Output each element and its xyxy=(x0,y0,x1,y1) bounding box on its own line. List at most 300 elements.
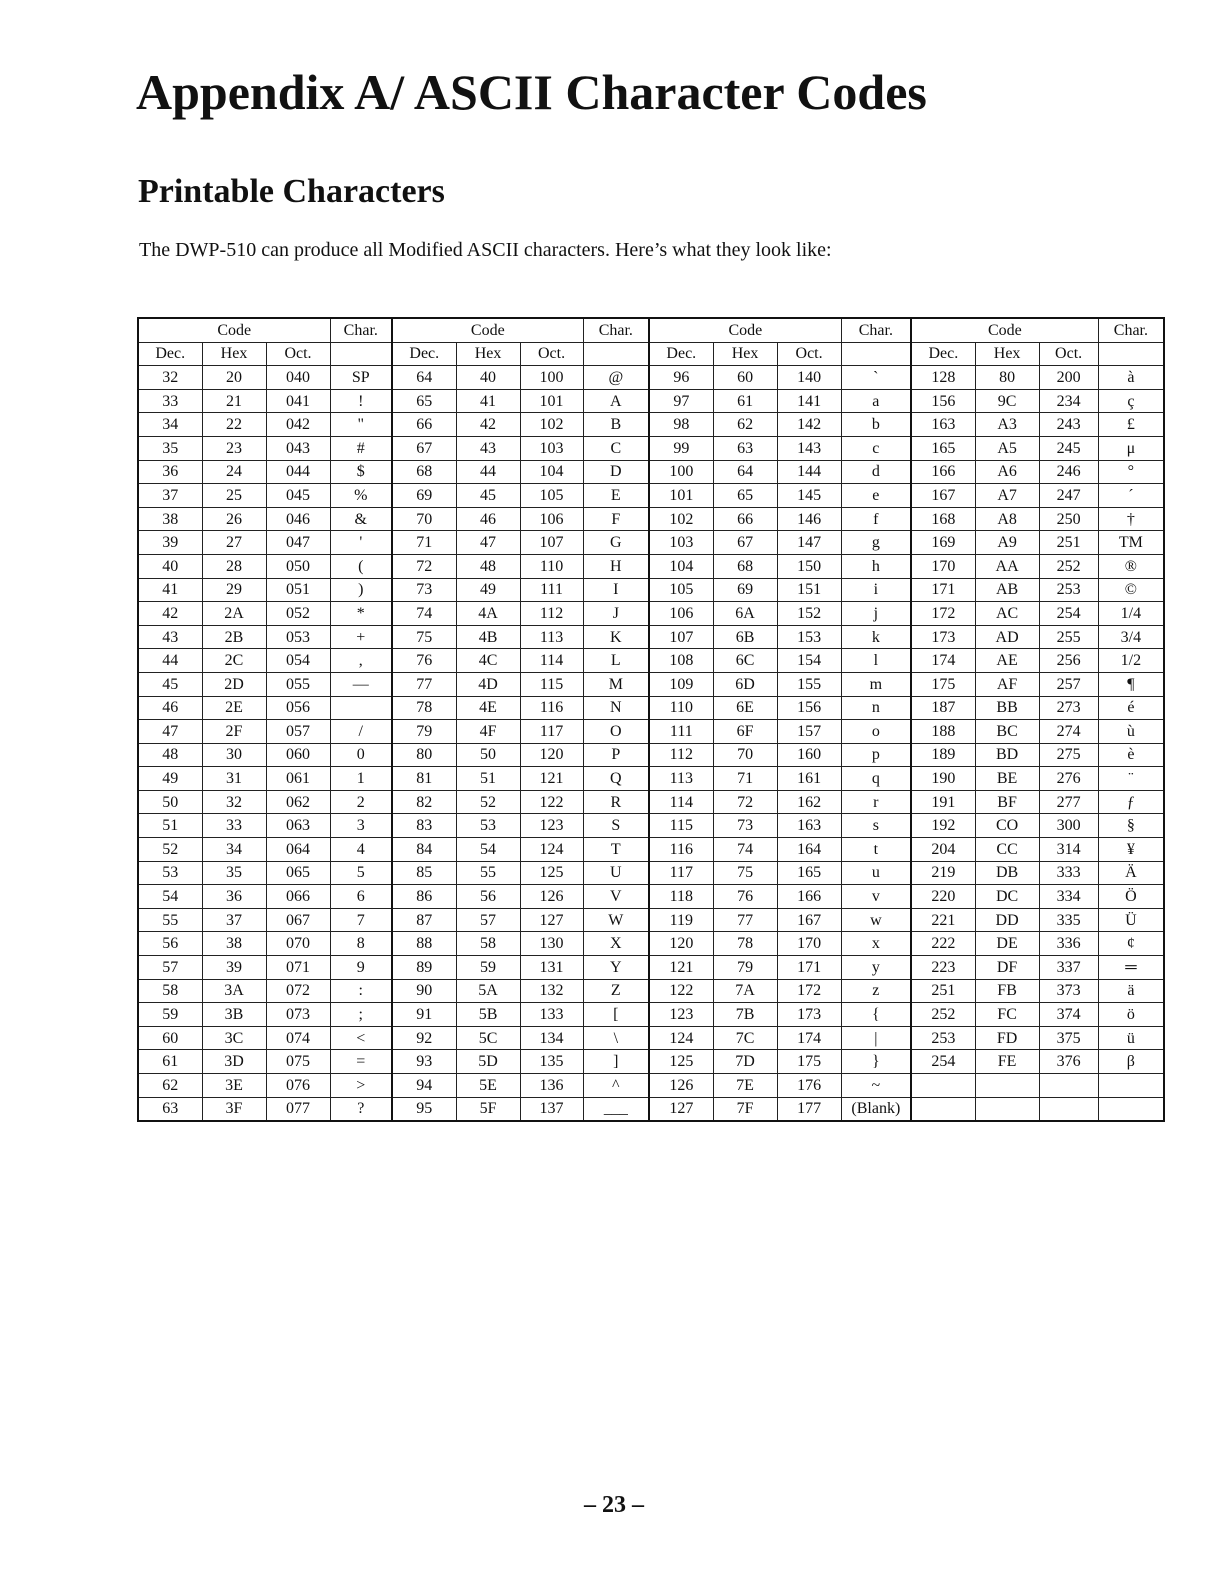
hex-cell: 59 xyxy=(456,956,520,980)
dec-cell: 76 xyxy=(392,649,456,673)
dec-cell: 121 xyxy=(649,956,713,980)
char-cell: ( xyxy=(330,554,392,578)
table-row xyxy=(138,696,1164,720)
dec-cell: 87 xyxy=(392,908,456,932)
char-cell: ö xyxy=(1098,1003,1164,1027)
hex-cell: 47 xyxy=(456,531,520,555)
char-subheader-blank xyxy=(583,342,649,366)
oct-cell: 375 xyxy=(1039,1026,1098,1050)
dec-cell: 75 xyxy=(392,625,456,649)
char-cell: G xyxy=(583,531,649,555)
table-row xyxy=(138,1003,1164,1027)
char-cell: 1 xyxy=(330,767,392,791)
dec-cell: 171 xyxy=(911,578,975,602)
dec-cell: 71 xyxy=(392,531,456,555)
dec-cell: 65 xyxy=(392,389,456,413)
dec-cell: 55 xyxy=(138,908,202,932)
oct-header: Oct. xyxy=(520,342,583,366)
hex-cell: 2A xyxy=(202,602,266,626)
oct-cell: 064 xyxy=(266,838,330,862)
hex-cell: A8 xyxy=(975,507,1039,531)
table-row xyxy=(138,366,1164,390)
hex-cell: 73 xyxy=(713,814,777,838)
oct-cell: 175 xyxy=(777,1050,841,1074)
hex-cell: 23 xyxy=(202,436,266,460)
table-row xyxy=(138,956,1164,980)
char-cell: e xyxy=(841,484,911,508)
oct-cell: 131 xyxy=(520,956,583,980)
hex-cell: DC xyxy=(975,885,1039,909)
oct-cell: 151 xyxy=(777,578,841,602)
oct-cell: 112 xyxy=(520,602,583,626)
table-row xyxy=(138,389,1164,413)
char-cell: P xyxy=(583,743,649,767)
dec-cell: 47 xyxy=(138,720,202,744)
dec-cell: 32 xyxy=(138,366,202,390)
oct-cell: 333 xyxy=(1039,861,1098,885)
hex-cell: 64 xyxy=(713,460,777,484)
hex-cell: 53 xyxy=(456,814,520,838)
dec-cell: 156 xyxy=(911,389,975,413)
oct-cell: 045 xyxy=(266,484,330,508)
dec-cell: 77 xyxy=(392,672,456,696)
dec-cell: 101 xyxy=(649,484,713,508)
dec-cell: 122 xyxy=(649,979,713,1003)
dec-cell: 220 xyxy=(911,885,975,909)
hex-cell: 28 xyxy=(202,554,266,578)
hex-cell: 67 xyxy=(713,531,777,555)
dec-cell: 174 xyxy=(911,649,975,673)
oct-cell: 115 xyxy=(520,672,583,696)
dec-cell: 63 xyxy=(138,1097,202,1121)
dec-cell: 69 xyxy=(392,484,456,508)
hex-cell: 2D xyxy=(202,672,266,696)
char-cell: Ö xyxy=(1098,885,1164,909)
table-row xyxy=(138,743,1164,767)
oct-cell xyxy=(1039,1074,1098,1098)
hex-cell: 3D xyxy=(202,1050,266,1074)
hex-cell: 37 xyxy=(202,908,266,932)
dec-cell: 48 xyxy=(138,743,202,767)
dec-header: Dec. xyxy=(911,342,975,366)
dec-cell: 192 xyxy=(911,814,975,838)
dec-cell: 123 xyxy=(649,1003,713,1027)
oct-cell: 110 xyxy=(520,554,583,578)
dec-cell: 128 xyxy=(911,366,975,390)
oct-cell: 171 xyxy=(777,956,841,980)
char-cell: # xyxy=(330,436,392,460)
char-cell: 1/2 xyxy=(1098,649,1164,673)
oct-cell: 276 xyxy=(1039,767,1098,791)
char-cell: S xyxy=(583,814,649,838)
char-cell: SP xyxy=(330,366,392,390)
hex-cell: 72 xyxy=(713,790,777,814)
dec-cell: 51 xyxy=(138,814,202,838)
dec-cell: 187 xyxy=(911,696,975,720)
oct-cell: 133 xyxy=(520,1003,583,1027)
dec-cell: 116 xyxy=(649,838,713,862)
hex-cell: 38 xyxy=(202,932,266,956)
char-cell: g xyxy=(841,531,911,555)
oct-cell: 337 xyxy=(1039,956,1098,980)
dec-cell: 125 xyxy=(649,1050,713,1074)
dec-cell: 172 xyxy=(911,602,975,626)
hex-cell: 5E xyxy=(456,1074,520,1098)
dec-cell: 163 xyxy=(911,413,975,437)
char-cell: R xyxy=(583,790,649,814)
char-cell: x xyxy=(841,932,911,956)
oct-cell: 254 xyxy=(1039,602,1098,626)
oct-cell: 141 xyxy=(777,389,841,413)
char-cell: μ xyxy=(1098,436,1164,460)
table-row xyxy=(138,1097,1164,1121)
hex-cell: 20 xyxy=(202,366,266,390)
dec-cell: 96 xyxy=(649,366,713,390)
dec-cell: 43 xyxy=(138,625,202,649)
oct-cell: 132 xyxy=(520,979,583,1003)
char-cell: 5 xyxy=(330,861,392,885)
char-cell: X xyxy=(583,932,649,956)
oct-cell: 162 xyxy=(777,790,841,814)
hex-cell: 48 xyxy=(456,554,520,578)
char-cell: ù xyxy=(1098,720,1164,744)
oct-cell: 374 xyxy=(1039,1003,1098,1027)
char-cell: ═ xyxy=(1098,956,1164,980)
hex-cell: 80 xyxy=(975,366,1039,390)
dec-cell: 84 xyxy=(392,838,456,862)
oct-cell: 274 xyxy=(1039,720,1098,744)
oct-cell: 063 xyxy=(266,814,330,838)
char-cell: β xyxy=(1098,1050,1164,1074)
hex-cell: 76 xyxy=(713,885,777,909)
oct-cell: 051 xyxy=(266,578,330,602)
oct-cell: 041 xyxy=(266,389,330,413)
char-cell: F xyxy=(583,507,649,531)
dec-cell: 99 xyxy=(649,436,713,460)
hex-cell: 3E xyxy=(202,1074,266,1098)
char-cell: ~ xyxy=(841,1074,911,1098)
oct-cell: 042 xyxy=(266,413,330,437)
hex-cell: FD xyxy=(975,1026,1039,1050)
oct-cell: 114 xyxy=(520,649,583,673)
hex-cell: 31 xyxy=(202,767,266,791)
hex-cell: 55 xyxy=(456,861,520,885)
char-cell: ' xyxy=(330,531,392,555)
oct-cell: 053 xyxy=(266,625,330,649)
char-cell: § xyxy=(1098,814,1164,838)
oct-cell: 101 xyxy=(520,389,583,413)
dec-cell: 64 xyxy=(392,366,456,390)
hex-cell: BC xyxy=(975,720,1039,744)
char-cell: " xyxy=(330,413,392,437)
char-cell: † xyxy=(1098,507,1164,531)
dec-cell: 117 xyxy=(649,861,713,885)
char-cell: / xyxy=(330,720,392,744)
dec-cell: 119 xyxy=(649,908,713,932)
table-row xyxy=(138,790,1164,814)
hex-cell: A7 xyxy=(975,484,1039,508)
oct-header: Oct. xyxy=(1039,342,1098,366)
char-cell: $ xyxy=(330,460,392,484)
hex-cell: 30 xyxy=(202,743,266,767)
oct-cell: 165 xyxy=(777,861,841,885)
dec-cell: 59 xyxy=(138,1003,202,1027)
char-cell: ´ xyxy=(1098,484,1164,508)
hex-cell: 3B xyxy=(202,1003,266,1027)
hex-cell: 65 xyxy=(713,484,777,508)
oct-cell: 111 xyxy=(520,578,583,602)
oct-cell: 100 xyxy=(520,366,583,390)
hex-cell: 4C xyxy=(456,649,520,673)
oct-cell: 335 xyxy=(1039,908,1098,932)
char-cell: N xyxy=(583,696,649,720)
table-row xyxy=(138,932,1164,956)
char-cell: w xyxy=(841,908,911,932)
oct-cell: 173 xyxy=(777,1003,841,1027)
dec-cell xyxy=(911,1097,975,1121)
dec-cell: 56 xyxy=(138,932,202,956)
hex-cell: 5C xyxy=(456,1026,520,1050)
char-cell: f xyxy=(841,507,911,531)
hex-cell: 43 xyxy=(456,436,520,460)
oct-cell: 113 xyxy=(520,625,583,649)
char-cell: (Blank) xyxy=(841,1097,911,1121)
code-header: Code xyxy=(911,318,1098,342)
dec-cell: 115 xyxy=(649,814,713,838)
char-cell: a xyxy=(841,389,911,413)
char-cell: } xyxy=(841,1050,911,1074)
oct-cell: 160 xyxy=(777,743,841,767)
table-row xyxy=(138,413,1164,437)
section-heading: Printable Characters xyxy=(138,173,445,210)
dec-cell: 53 xyxy=(138,861,202,885)
table-row xyxy=(138,979,1164,1003)
char-cell: 2 xyxy=(330,790,392,814)
char-cell: 3 xyxy=(330,814,392,838)
dec-cell: 36 xyxy=(138,460,202,484)
dec-cell: 108 xyxy=(649,649,713,673)
dec-cell: 190 xyxy=(911,767,975,791)
oct-cell: 060 xyxy=(266,743,330,767)
table-row xyxy=(138,767,1164,791)
char-cell: ! xyxy=(330,389,392,413)
dec-cell: 188 xyxy=(911,720,975,744)
hex-cell: 2E xyxy=(202,696,266,720)
dec-cell: 112 xyxy=(649,743,713,767)
hex-cell: 6D xyxy=(713,672,777,696)
oct-cell: 164 xyxy=(777,838,841,862)
char-cell: n xyxy=(841,696,911,720)
dec-cell: 62 xyxy=(138,1074,202,1098)
char-cell: c xyxy=(841,436,911,460)
dec-cell: 166 xyxy=(911,460,975,484)
hex-cell xyxy=(975,1097,1039,1121)
oct-cell: 253 xyxy=(1039,578,1098,602)
code-header: Code xyxy=(138,318,330,342)
hex-cell: 32 xyxy=(202,790,266,814)
dec-cell: 254 xyxy=(911,1050,975,1074)
hex-cell: 27 xyxy=(202,531,266,555)
oct-cell: 161 xyxy=(777,767,841,791)
oct-cell: 140 xyxy=(777,366,841,390)
dec-cell: 80 xyxy=(392,743,456,767)
oct-cell: 176 xyxy=(777,1074,841,1098)
dec-cell: 221 xyxy=(911,908,975,932)
dec-cell: 253 xyxy=(911,1026,975,1050)
oct-cell: 145 xyxy=(777,484,841,508)
hex-cell: 71 xyxy=(713,767,777,791)
char-cell: , xyxy=(330,649,392,673)
oct-cell: 166 xyxy=(777,885,841,909)
oct-cell: 124 xyxy=(520,838,583,862)
dec-cell: 173 xyxy=(911,625,975,649)
oct-cell: 071 xyxy=(266,956,330,980)
hex-cell: CO xyxy=(975,814,1039,838)
hex-cell: 6F xyxy=(713,720,777,744)
dec-cell: 82 xyxy=(392,790,456,814)
intro-text: The DWP-510 can produce all Modified ASCII characters. Here’s what they look like: xyxy=(139,239,832,261)
dec-cell: 251 xyxy=(911,979,975,1003)
dec-cell: 127 xyxy=(649,1097,713,1121)
table-row xyxy=(138,507,1164,531)
table-row xyxy=(138,1074,1164,1098)
oct-cell: 373 xyxy=(1039,979,1098,1003)
hex-cell: 6C xyxy=(713,649,777,673)
oct-cell: 107 xyxy=(520,531,583,555)
oct-cell: 314 xyxy=(1039,838,1098,862)
hex-cell: 39 xyxy=(202,956,266,980)
hex-cell: 62 xyxy=(713,413,777,437)
dec-cell: 111 xyxy=(649,720,713,744)
dec-cell: 118 xyxy=(649,885,713,909)
dec-header: Dec. xyxy=(392,342,456,366)
oct-cell: 200 xyxy=(1039,366,1098,390)
oct-cell: 300 xyxy=(1039,814,1098,838)
char-cell: j xyxy=(841,602,911,626)
char-cell: TM xyxy=(1098,531,1164,555)
dec-cell: 60 xyxy=(138,1026,202,1050)
oct-cell: 125 xyxy=(520,861,583,885)
table-row xyxy=(138,484,1164,508)
hex-cell: 7B xyxy=(713,1003,777,1027)
oct-cell: 070 xyxy=(266,932,330,956)
oct-cell: 127 xyxy=(520,908,583,932)
oct-cell: 245 xyxy=(1039,436,1098,460)
oct-header: Oct. xyxy=(777,342,841,366)
dec-cell: 58 xyxy=(138,979,202,1003)
oct-cell: 250 xyxy=(1039,507,1098,531)
oct-cell: 104 xyxy=(520,460,583,484)
table-row xyxy=(138,838,1164,862)
dec-cell: 126 xyxy=(649,1074,713,1098)
table-row xyxy=(138,436,1164,460)
oct-cell: 074 xyxy=(266,1026,330,1050)
dec-cell: 40 xyxy=(138,554,202,578)
char-cell: — xyxy=(330,672,392,696)
char-cell: * xyxy=(330,602,392,626)
dec-cell: 114 xyxy=(649,790,713,814)
char-cell: l xyxy=(841,649,911,673)
hex-header: Hex xyxy=(456,342,520,366)
oct-cell: 146 xyxy=(777,507,841,531)
dec-cell: 83 xyxy=(392,814,456,838)
hex-cell: 75 xyxy=(713,861,777,885)
char-cell: T xyxy=(583,838,649,862)
oct-cell: 163 xyxy=(777,814,841,838)
char-cell: W xyxy=(583,908,649,932)
char-cell: ___ xyxy=(583,1097,649,1121)
char-cell: ¶ xyxy=(1098,672,1164,696)
oct-cell: 277 xyxy=(1039,790,1098,814)
hex-cell: 45 xyxy=(456,484,520,508)
oct-cell: 052 xyxy=(266,602,330,626)
oct-cell: 376 xyxy=(1039,1050,1098,1074)
dec-cell: 103 xyxy=(649,531,713,555)
sub-header-row xyxy=(138,342,1164,366)
hex-cell: AC xyxy=(975,602,1039,626)
char-cell: < xyxy=(330,1026,392,1050)
hex-cell: 29 xyxy=(202,578,266,602)
hex-cell: 25 xyxy=(202,484,266,508)
dec-cell: 191 xyxy=(911,790,975,814)
hex-cell: A6 xyxy=(975,460,1039,484)
char-cell: Z xyxy=(583,979,649,1003)
dec-cell: 85 xyxy=(392,861,456,885)
char-cell: % xyxy=(330,484,392,508)
hex-cell: 4B xyxy=(456,625,520,649)
hex-cell: FB xyxy=(975,979,1039,1003)
hex-cell xyxy=(975,1074,1039,1098)
code-header: Code xyxy=(392,318,583,342)
oct-cell: 076 xyxy=(266,1074,330,1098)
char-cell: ® xyxy=(1098,554,1164,578)
char-header: Char. xyxy=(841,318,911,342)
dec-cell: 78 xyxy=(392,696,456,720)
char-cell: [ xyxy=(583,1003,649,1027)
hex-cell: 78 xyxy=(713,932,777,956)
oct-cell: 142 xyxy=(777,413,841,437)
char-cell: 6 xyxy=(330,885,392,909)
hex-cell: CC xyxy=(975,838,1039,862)
oct-cell: 251 xyxy=(1039,531,1098,555)
hex-cell: 49 xyxy=(456,578,520,602)
char-cell: p xyxy=(841,743,911,767)
char-cell: ] xyxy=(583,1050,649,1074)
dec-cell: 102 xyxy=(649,507,713,531)
oct-cell: 252 xyxy=(1039,554,1098,578)
char-cell: V xyxy=(583,885,649,909)
table-row xyxy=(138,625,1164,649)
dec-cell: 109 xyxy=(649,672,713,696)
hex-cell: DD xyxy=(975,908,1039,932)
hex-cell: 7E xyxy=(713,1074,777,1098)
dec-cell: 37 xyxy=(138,484,202,508)
oct-cell: 174 xyxy=(777,1026,841,1050)
dec-header: Dec. xyxy=(649,342,713,366)
char-cell: z xyxy=(841,979,911,1003)
char-cell: & xyxy=(330,507,392,531)
dec-cell: 106 xyxy=(649,602,713,626)
char-cell: H xyxy=(583,554,649,578)
oct-cell: 117 xyxy=(520,720,583,744)
oct-cell: 054 xyxy=(266,649,330,673)
oct-cell: 247 xyxy=(1039,484,1098,508)
char-cell xyxy=(1098,1097,1164,1121)
oct-cell: 172 xyxy=(777,979,841,1003)
char-cell: q xyxy=(841,767,911,791)
oct-cell: 256 xyxy=(1039,649,1098,673)
dec-cell: 54 xyxy=(138,885,202,909)
